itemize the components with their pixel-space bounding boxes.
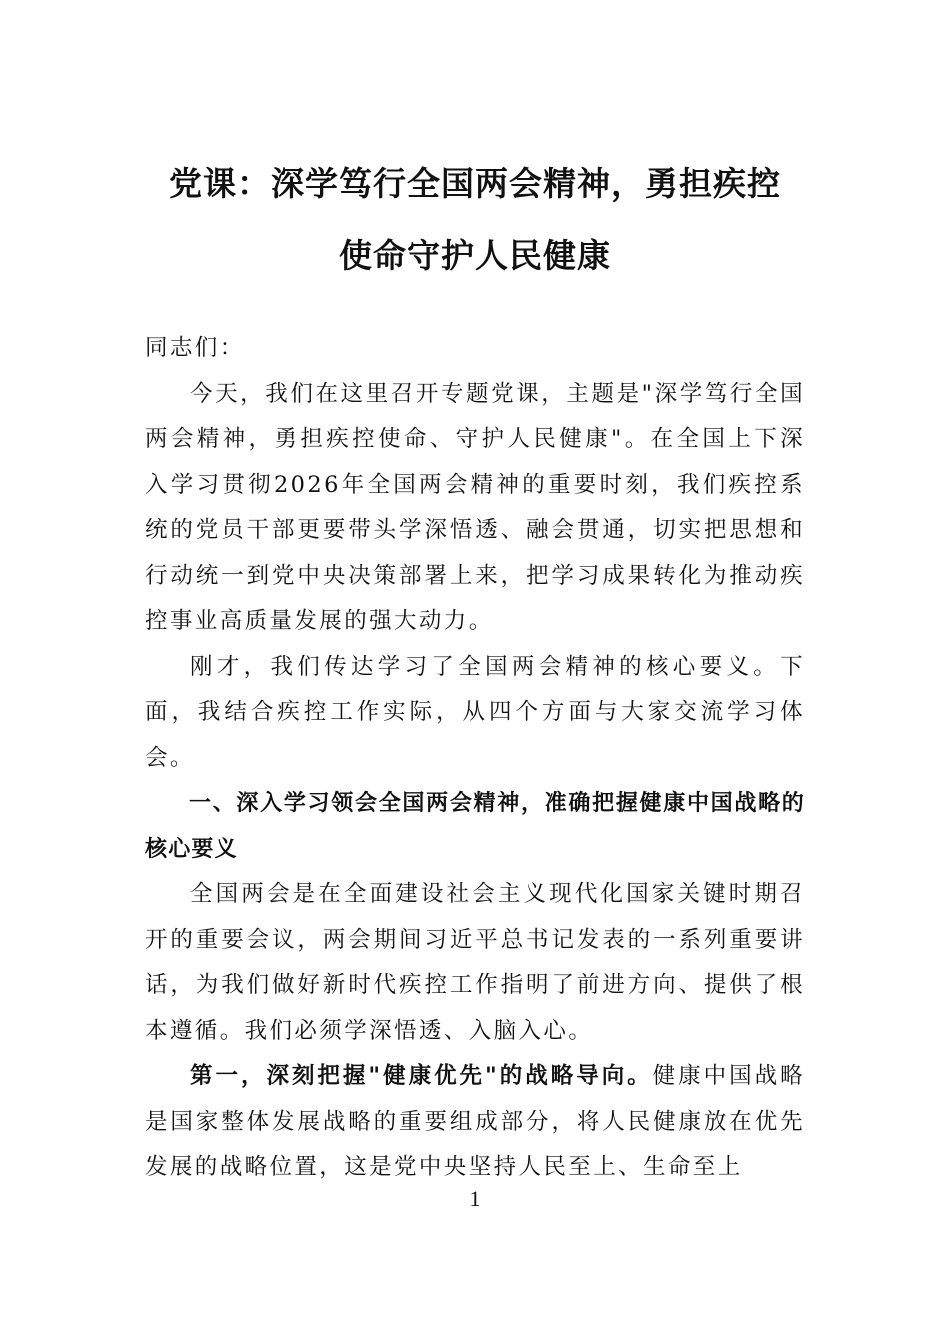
paragraph [145, 1054, 805, 1191]
document-title [140, 148, 810, 292]
page-number: 1 [469, 1186, 481, 1211]
salutation: 同志们： [145, 335, 245, 361]
point-text: 健康中国战略是国家整体发展战略的重要组成部分，将人民健康放在优先发展的战略位置，这是党中央坚持人民至上、生命至上 [145, 1063, 805, 1180]
title-line-2: 使命守护人民健康 [339, 236, 611, 275]
section-heading: 一、深入学习领会全国两会精神，准确把握健康中国战略的核心要义 [145, 791, 805, 862]
title-line-1: 党课：深学笃行全国两会精神，勇担疾控 [169, 164, 781, 203]
point-lead: 第一，深刻把握"健康优先"的战略导向。 [190, 1063, 653, 1089]
paragraph: 今天，我们在这里召开专题党课，主题是"深学笃行全国两会精神，勇担疾控使命、守护人民健康"。在全国上下深入学习贯彻2026年全国两会精神的重要时刻，我们疾控系统的党员干部更要带头学深悟透、融会贯通，切实把思想和行动统一到党中央决策部署上来，把学习成果转化为推动疾控事业高质量发展的强大动力。 [145, 380, 805, 634]
paragraph: 刚才，我们传达学习了全国两会精神的核心要义。下面，我结合疾控工作实际，从四个方面与大家交流学习体会。 [145, 653, 805, 771]
document-body [145, 326, 805, 1191]
paragraph: 全国两会是在全面建设社会主义现代化国家关键时期召开的重要会议，两会期间习近平总书记发表的一系列重要讲话，为我们做好新时代疾控工作指明了前进方向、提供了根本遵循。我们必须学深悟透、入脑入心。 [145, 881, 805, 1044]
